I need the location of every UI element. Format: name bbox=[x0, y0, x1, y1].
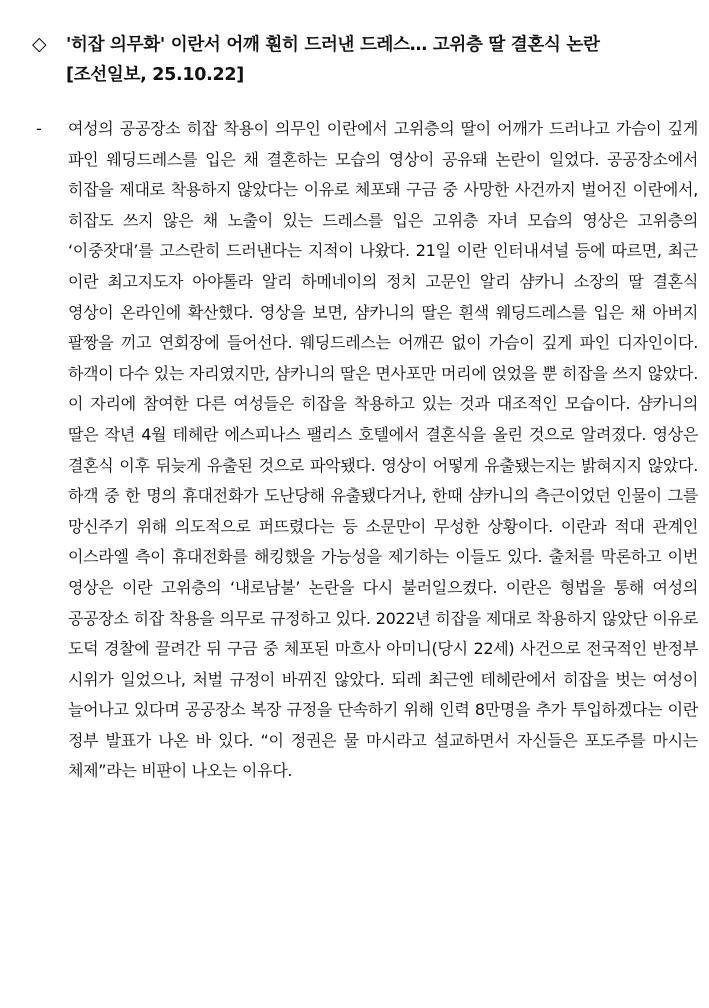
body-paragraph: 여성의 공공장소 히잡 착용이 의무인 이란에서 고위층의 딸이 어깨가 드러나고 가슴이 깊게 파인 웨딩드레스를 입은 채 결혼하는 모습의 영상이 공유돼 논란이 일었다. 공공장소에서 히잡을 제대로 착용하지 않았다는 이유로 체포돼 구금 중 사망한 사건까지 벌어진 이란에서, 히잡도 쓰지 않은 채 노출이 있는 드레스를 입은 고위층 자녀 모습의 영상은 고위층의 ‘이중잣대’를 고스란히 드러낸다는 지적이 나왔다. 21일 이란 인터내셔널 등에 따르면, 최근 이란 최고지도자 아야톨라 알리 하메네이의 정치 고문인 알리 샴카니 소장의 딸 결혼식 영상이 온라인에 확산했다. 영상을 보면, 샴카니의 딸은 흰색 웨딩드레스를 입은 채 아버지 팔짱을 끼고 연회장에 들어선다. 웨딩드레스는 어깨끈 없이 가슴이 깊게 파인 디자인이다. 하객이 다수 있는 자리였지만, 샴카니의 딸은 면사포만 머리에 얹었을 뿐 히잡을 쓰지 않았다. 이 자리에 참여한 다른 여성들은 히잡을 착용하고 있는 것과 대조적인 모습이다. 샴카니의 딸은 작년 4월 테헤란 에스피나스 팰리스 호텔에서 결혼식을 올린 것으로 알려졌다. 영상은 결혼식 이후 뒤늦게 유출된 것으로 파악됐다. 영상이 어떻게 유출됐는지는 밝혀지지 않았다. 하객 중 한 명의 휴대전화가 도난당해 유출됐다거나, 한때 샴카니의 측근이었던 인물이 그를 망신주기 위해 의도적으로 퍼뜨렸다는 등 소문만이 무성한 상황이다. 이란과 적대 관계인 이스라엘 측이 휴대전화를 해킹했을 가능성을 제기하는 이들도 있다. 출처를 막론하고 이번 영상은 이란 고위층의 ‘내로남불’ 논란을 다시 불러일으켰다. 이란은 형법을 통해 여성의 공공장소 히잡 착용을 의무로 규정하고 있다. 2022년 히잡을 제대로 착용하지 않았단 이유로 도덕 경찰에 끌려간 뒤 구금 중 체포된 마흐사 아미니(당시 22세) 사건으로 전국적인 반정부 시위가 일었으나, 처벌 규정이 바뀌진 않았다. 되레 최근엔 테헤란에서 히잡을 벗는 여성이 늘어나고 있다며 공공장소 복장 규정을 단속하기 위해 인력 8만명을 추가 투입하겠다는 이란 정부 발표가 나온 바 있다. “이 정권은 물 마시라고 설교하면서 자신들은 포도주를 마시는 체제”라는 비판이 나오는 이유다. bbox=[68, 119, 698, 781]
headline-title: '히잡 의무화' 이란서 어깨 훤히 드러낸 드레스… 고위층 딸 결혼식 논란 bbox=[66, 35, 600, 55]
headline-row bbox=[26, 30, 696, 90]
article-body bbox=[26, 114, 698, 787]
article-headline bbox=[26, 30, 696, 90]
dash-bullet-icon: - bbox=[36, 119, 42, 138]
diamond-bullet-icon: ◇ bbox=[32, 33, 47, 55]
headline-text bbox=[66, 30, 696, 90]
headline-source: [조선일보, 25.10.22] bbox=[66, 65, 244, 85]
